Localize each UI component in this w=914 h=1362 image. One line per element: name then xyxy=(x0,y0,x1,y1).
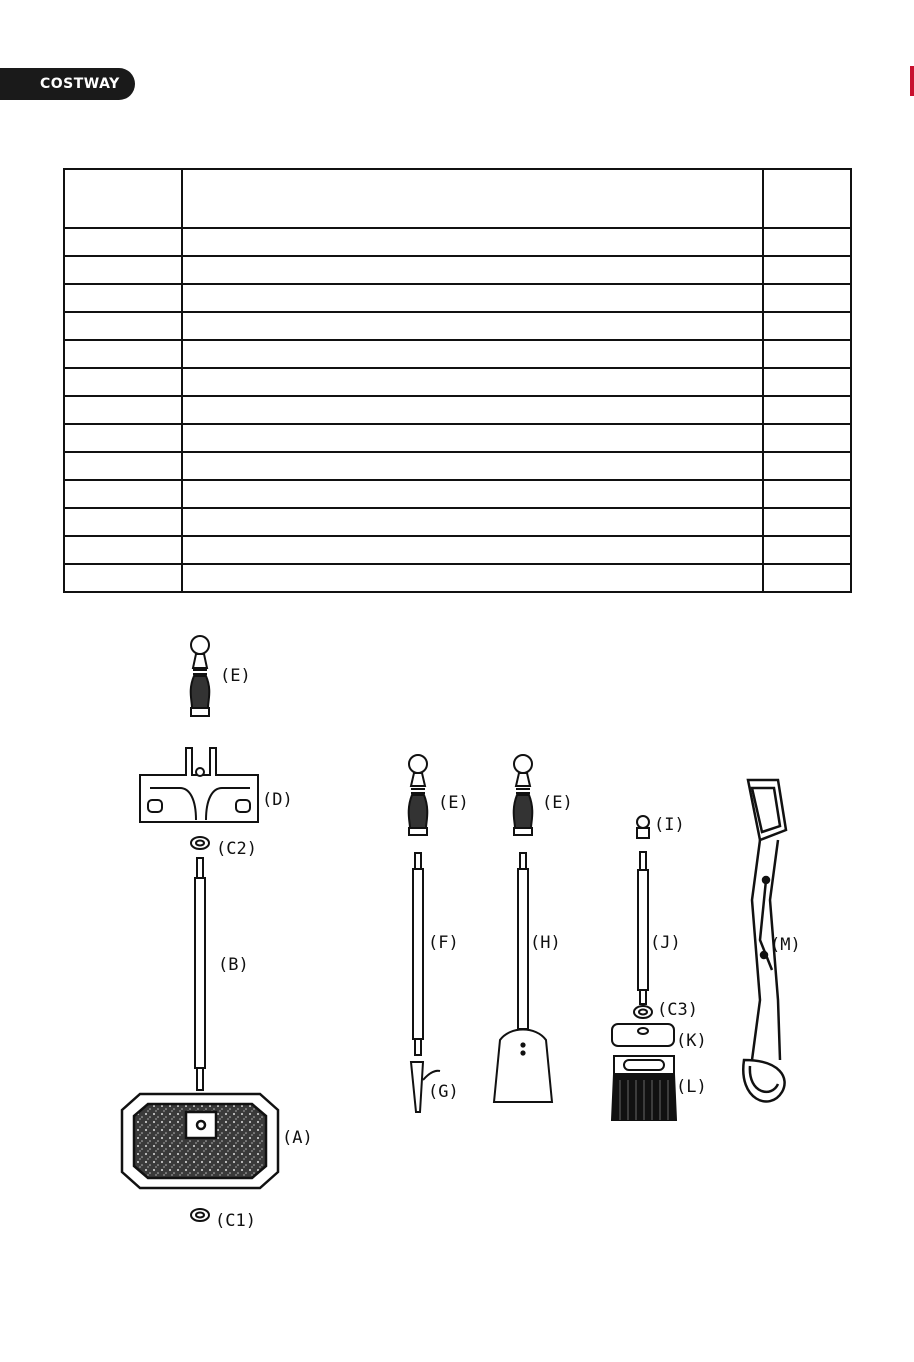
handle-e-spare xyxy=(191,636,210,716)
parts-diagram xyxy=(0,620,914,1240)
brush-l xyxy=(612,1056,676,1120)
stem-b xyxy=(195,858,205,1090)
cell-part xyxy=(64,312,182,340)
cell-qty xyxy=(763,368,851,396)
label-j: (J) xyxy=(650,933,681,953)
cell-description xyxy=(182,508,763,536)
cell-qty xyxy=(763,312,851,340)
label-c2: (C2) xyxy=(216,839,257,859)
label-e-poker: (E) xyxy=(438,793,469,813)
cell-part xyxy=(64,340,182,368)
label-e-shovel: (E) xyxy=(542,793,573,813)
cell-part xyxy=(64,508,182,536)
brand-tab xyxy=(0,68,135,100)
label-i: (I) xyxy=(654,815,685,835)
cell-part xyxy=(64,452,182,480)
nut-c3 xyxy=(634,1006,652,1018)
shaft-j xyxy=(638,852,648,1004)
table-row xyxy=(64,508,851,536)
shovel-h xyxy=(494,853,552,1102)
cell-description xyxy=(182,284,763,312)
edge-mark xyxy=(910,66,914,96)
brush-cap-k xyxy=(612,1024,674,1046)
header-part xyxy=(64,169,182,228)
cell-description xyxy=(182,340,763,368)
cell-description xyxy=(182,480,763,508)
handle-e-shovel xyxy=(514,755,533,835)
base-a xyxy=(122,1094,278,1188)
parts-list-table xyxy=(63,168,852,593)
cell-qty xyxy=(763,508,851,536)
cell-part xyxy=(64,424,182,452)
table-row xyxy=(64,340,851,368)
cell-part xyxy=(64,564,182,592)
cell-qty xyxy=(763,228,851,256)
cell-qty xyxy=(763,452,851,480)
label-m: (M) xyxy=(770,935,801,955)
cell-description xyxy=(182,564,763,592)
cell-part xyxy=(64,396,182,424)
cell-qty xyxy=(763,424,851,452)
cell-part xyxy=(64,256,182,284)
cell-qty xyxy=(763,256,851,284)
label-g: (G) xyxy=(428,1082,459,1102)
cell-description xyxy=(182,228,763,256)
cell-qty xyxy=(763,396,851,424)
table-row xyxy=(64,424,851,452)
label-b: (B) xyxy=(218,955,249,975)
cell-description xyxy=(182,256,763,284)
header-qty xyxy=(763,169,851,228)
handle-e-poker xyxy=(409,755,428,835)
cell-description xyxy=(182,396,763,424)
cell-qty xyxy=(763,536,851,564)
cell-qty xyxy=(763,284,851,312)
cell-part xyxy=(64,368,182,396)
table-row xyxy=(64,480,851,508)
label-k: (K) xyxy=(676,1031,707,1051)
cell-description xyxy=(182,368,763,396)
label-d: (D) xyxy=(262,790,293,810)
table-row xyxy=(64,312,851,340)
header-description xyxy=(182,169,763,228)
cap-i xyxy=(637,816,649,838)
label-l: (L) xyxy=(676,1077,707,1097)
label-e-spare: (E) xyxy=(220,666,251,686)
cell-qty xyxy=(763,480,851,508)
table-row xyxy=(64,452,851,480)
cell-description xyxy=(182,424,763,452)
bracket-d xyxy=(140,748,258,822)
table-row xyxy=(64,228,851,256)
table-row xyxy=(64,396,851,424)
table-header-row xyxy=(64,169,851,228)
shaft-f xyxy=(413,853,423,1055)
cell-part xyxy=(64,480,182,508)
label-h: (H) xyxy=(530,933,561,953)
label-c1: (C1) xyxy=(215,1211,256,1231)
cell-description xyxy=(182,536,763,564)
table-row xyxy=(64,284,851,312)
cell-part xyxy=(64,284,182,312)
table-row xyxy=(64,536,851,564)
table-row xyxy=(64,368,851,396)
brand-logo: COSTWAY xyxy=(40,76,120,92)
table-row xyxy=(64,564,851,592)
cell-part xyxy=(64,536,182,564)
label-f: (F) xyxy=(428,933,459,953)
table-row xyxy=(64,256,851,284)
cell-description xyxy=(182,452,763,480)
cell-qty xyxy=(763,564,851,592)
label-a: (A) xyxy=(282,1128,313,1148)
label-c3: (C3) xyxy=(657,1000,698,1020)
cell-part xyxy=(64,228,182,256)
nut-c2 xyxy=(191,837,209,849)
cell-description xyxy=(182,312,763,340)
nut-c1 xyxy=(191,1209,209,1221)
cell-qty xyxy=(763,340,851,368)
